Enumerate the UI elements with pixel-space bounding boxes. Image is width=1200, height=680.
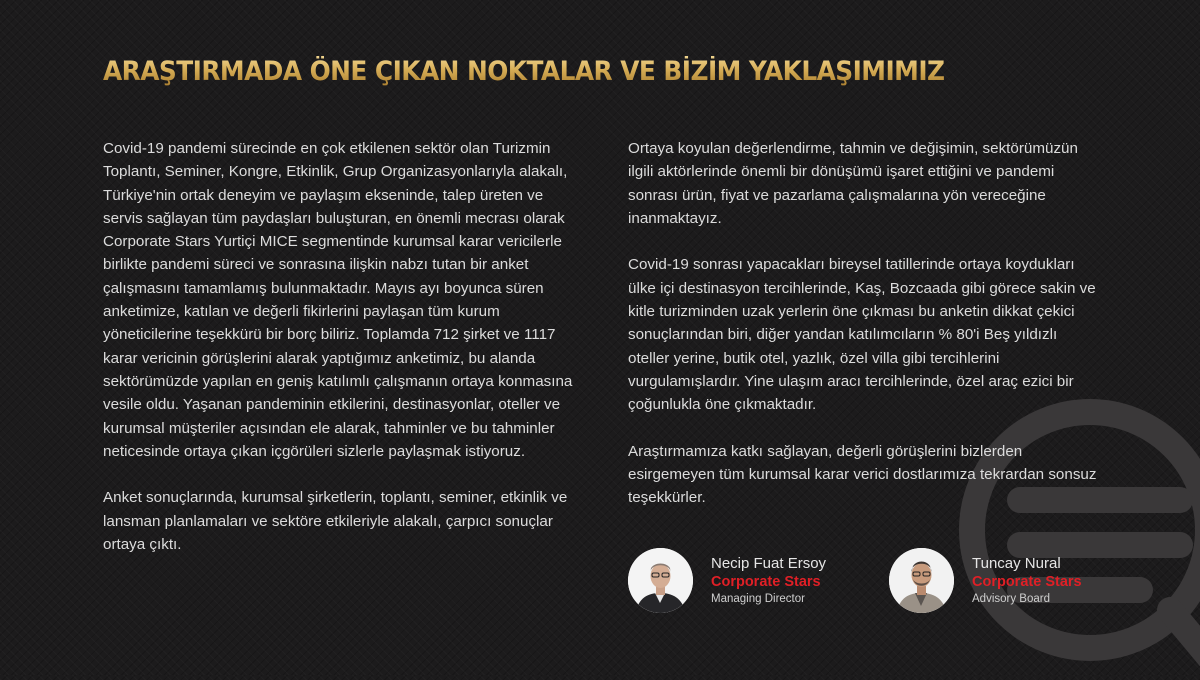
right-column xyxy=(628,137,1098,533)
person-role: Advisory Board xyxy=(972,593,1050,605)
avatar xyxy=(889,548,954,613)
right-paragraph-3: Araştırmamıza katkı sağlayan, değerli görüşlerini bizlerden esirgemeyen tüm kurumsal karar verici dostlarımıza tekrardan sonsuz teşekkürler. xyxy=(628,442,1097,507)
left-paragraph-2: Anket sonuçlarında, kurumsal şirketlerin, toplantı, seminer, etkinlik ve lansman planlamaları ve sektöre etkileriyle alakalı, çarpıcı sonuçlar ortaya çıktı. xyxy=(103,489,568,554)
page-title: ARAŞTIRMADA ÖNE ÇIKAN NOKTALAR VE BİZİM YAKLAŞIMIMIZ xyxy=(103,56,945,87)
person-company: Corporate Stars xyxy=(972,574,1082,590)
person-role: Managing Director xyxy=(711,593,805,605)
left-column xyxy=(103,137,573,580)
right-paragraph-1: Ortaya koyulan değerlendirme, tahmin ve değişimin, sektörümüzün ilgili aktörlerinde önemli bir dönüşümü işaret ettiğini ve pandemi sonrası ürün, fiyat ve pazarlama çalışmalarına yön vereceğine inanmaktayız. xyxy=(628,140,1078,227)
person-company: Corporate Stars xyxy=(711,574,821,590)
right-paragraph-2: Covid-19 sonrası yapacakları bireysel tatillerinde ortaya koydukları ülke içi destinasyon tercihlerinde, Kaş, Bozcaada gibi görece sakin ve kitle turizminden uzak yerlerin öne çıkması bu anketin dikkat çekici sonuçlarından biri, diğer yandan katılımcıların % 80'i Beş yıldızlı oteller yerine, butik otel, yazlık, özel villa gibi tercihlerini vurgulamışlardır. Yine ulaşım aracı tercihlerinde, özel araç ezici bir çoğunlukla öne çıkmaktadır. xyxy=(628,256,1096,414)
person-name: Tuncay Nural xyxy=(972,555,1061,572)
left-paragraph-1: Covid-19 pandemi sürecinde en çok etkilenen sektör olan Turizmin Toplantı, Seminer, Kongre, Etkinlik, Grup Organizasyonlarıyla alakalı, Türkiye'nin ortak deneyim ve paylaşım ekseninde, talep üreten ve servis sağlayan tüm paydaşları buluşturan, en önemli mecrası olarak Corporate Stars Yurtiçi MICE segmentinde kurumsal karar vericilerle birlikte pandemi süreci ve sonrasına ilişkin nabzı tutan bir anket çalışmasını tamamlamış bulunmaktadır. Mayıs ayı boyunca süren anketimize, katılan ve değerli fikirlerini paylaşan tüm kurum yöneticilerine teşekkürü bir borç biliriz. Toplamda 712 şirket ve 1117 karar vericinin görüşlerini alarak yaptığımız anketimiz, bu alanda sektörümüzde yapılan en geniş katılımlı çalışmanın ortaya konmasına vesile oldu. Yaşanan pandeminin etkilerini, destinasyonlar, oteller ve kurumsal müşteriler açısından ele alarak, tahminler ve bu tahminler neticesinde ortaya çıkan içgörüleri sizlerle paylaşmak istiyoruz. xyxy=(103,140,573,460)
person-card-nural xyxy=(889,548,1082,613)
avatar xyxy=(628,548,693,613)
person-card-ersoy xyxy=(628,548,826,613)
person-name: Necip Fuat Ersoy xyxy=(711,555,827,572)
